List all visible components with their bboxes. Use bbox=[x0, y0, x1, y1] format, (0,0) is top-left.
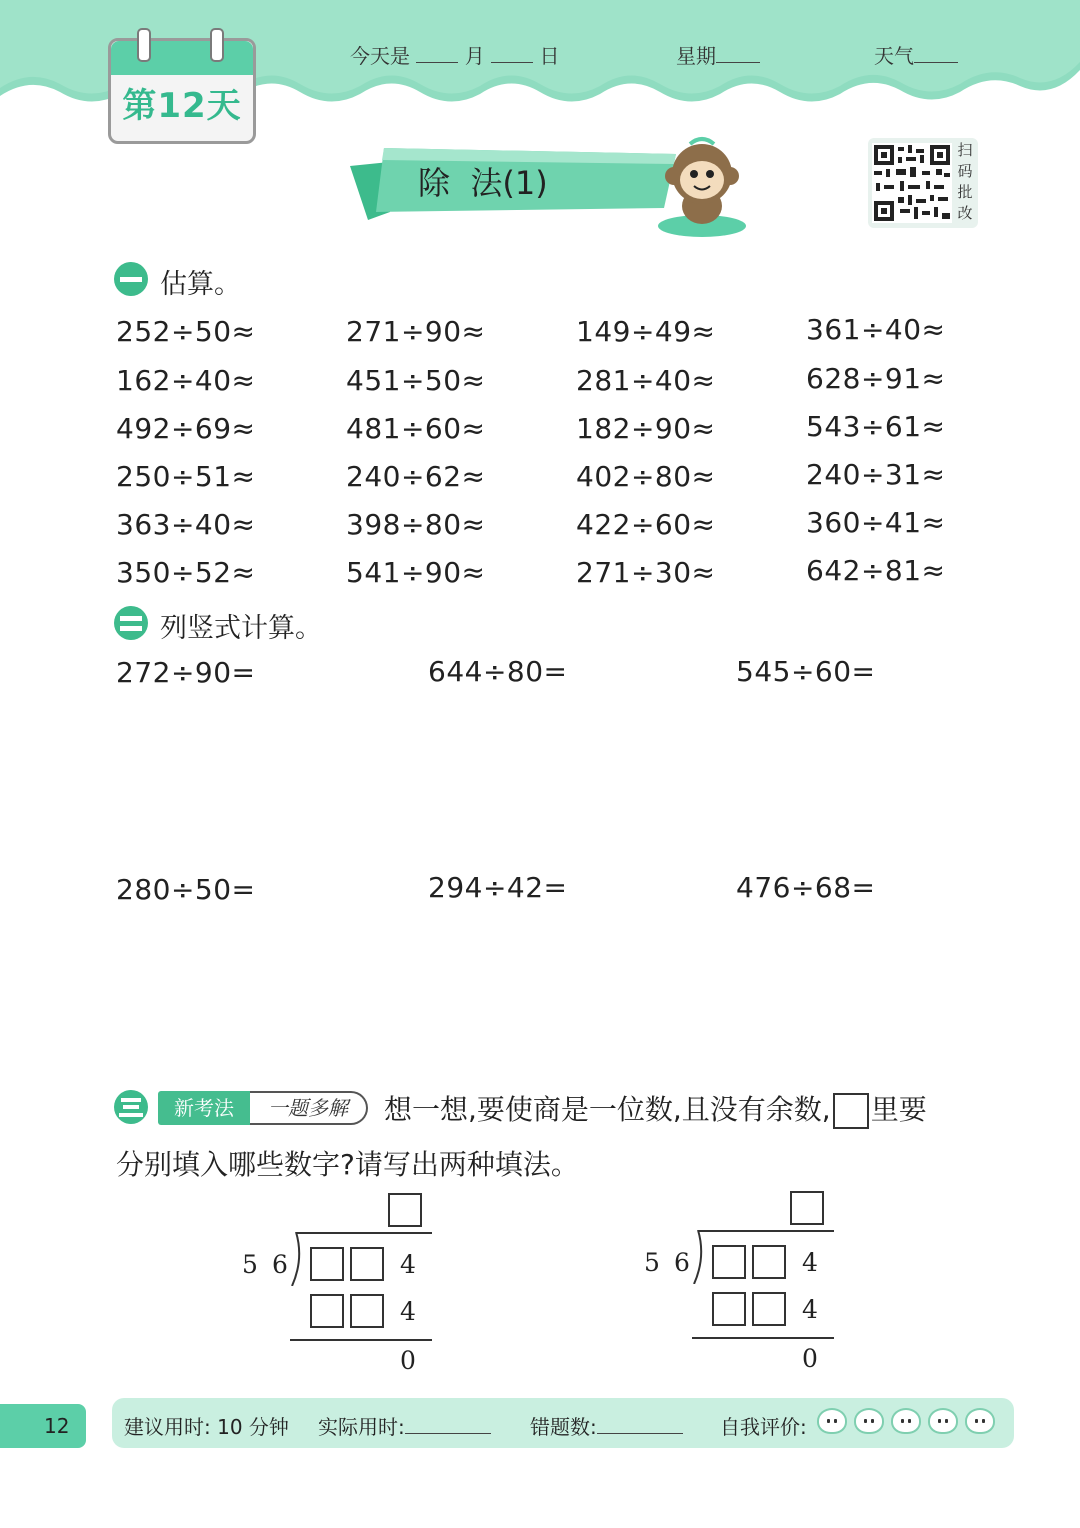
product-digit: 4 bbox=[802, 1295, 818, 1324]
rating-face-icon[interactable] bbox=[891, 1408, 921, 1434]
vertical-calc-item: 272÷90= bbox=[116, 656, 256, 689]
estimation-item: 182÷90≈ bbox=[576, 412, 716, 445]
rating-face-icon[interactable] bbox=[965, 1408, 995, 1434]
division-bracket-icon bbox=[288, 1232, 304, 1286]
errors-blank[interactable] bbox=[597, 1415, 683, 1434]
weekday-field bbox=[676, 40, 760, 69]
section-two-title: 列竖式计算。 bbox=[160, 613, 322, 644]
division-bracket-icon bbox=[690, 1230, 706, 1284]
calendar-ring-icon bbox=[210, 28, 224, 62]
product-box[interactable] bbox=[310, 1294, 344, 1328]
dividend-box[interactable] bbox=[350, 1247, 384, 1281]
estimation-item: 240÷31≈ bbox=[806, 458, 946, 491]
product-box[interactable] bbox=[712, 1292, 746, 1326]
new-method-badge: 新考法 bbox=[158, 1091, 250, 1125]
weather-blank[interactable] bbox=[914, 44, 958, 63]
question-text: 想一想,要使商是一位数,且没有余数, bbox=[384, 1093, 831, 1126]
rating-face-icon[interactable] bbox=[928, 1408, 958, 1434]
estimation-item: 541÷90≈ bbox=[346, 556, 486, 589]
product-box[interactable] bbox=[752, 1292, 786, 1326]
question-line-2: 分别填入哪些数字?请写出两种填法。 bbox=[116, 1148, 579, 1181]
estimation-item: 402÷80≈ bbox=[576, 460, 716, 493]
vertical-calc-item: 280÷50= bbox=[116, 873, 256, 906]
division-bar bbox=[296, 1232, 432, 1234]
qr-label-char: 码 bbox=[957, 162, 973, 180]
estimation-item: 492÷69≈ bbox=[116, 412, 256, 445]
quotient-box[interactable] bbox=[388, 1193, 422, 1227]
today-label: 今天是 bbox=[350, 44, 410, 68]
estimation-item: 271÷90≈ bbox=[346, 315, 486, 348]
page-number: 12 bbox=[44, 1414, 70, 1438]
rating-face-icon[interactable] bbox=[854, 1408, 884, 1434]
divisor-digit: 5 bbox=[242, 1250, 258, 1279]
estimation-item: 252÷50≈ bbox=[116, 315, 256, 348]
weekday-blank[interactable] bbox=[716, 44, 760, 63]
weekday-label: 星期 bbox=[676, 44, 716, 68]
qr-label-char: 扫 bbox=[957, 141, 973, 159]
actual-time-field bbox=[318, 1411, 491, 1440]
division-bar bbox=[698, 1230, 834, 1232]
date-field bbox=[350, 40, 559, 69]
product-box[interactable] bbox=[350, 1294, 384, 1328]
estimation-item: 361÷40≈ bbox=[806, 313, 946, 346]
weather-field bbox=[874, 40, 958, 69]
answer-box-inline bbox=[833, 1093, 869, 1129]
estimation-item: 149÷49≈ bbox=[576, 315, 716, 348]
monkey-mascot-icon bbox=[656, 134, 748, 238]
remainder-digit: 0 bbox=[400, 1346, 416, 1375]
estimation-item: 543÷61≈ bbox=[806, 410, 946, 443]
day-blank[interactable] bbox=[491, 44, 533, 63]
question-line-1 bbox=[384, 1088, 927, 1129]
dividend-digit: 4 bbox=[400, 1250, 416, 1279]
section-one-icon bbox=[114, 262, 148, 296]
estimation-item: 350÷52≈ bbox=[116, 556, 256, 589]
estimation-item: 398÷80≈ bbox=[346, 508, 486, 541]
errors-field bbox=[530, 1411, 683, 1440]
vertical-calc-item: 644÷80= bbox=[428, 655, 568, 688]
vertical-calc-item: 294÷42= bbox=[428, 871, 568, 904]
self-eval-label: 自我评价: bbox=[720, 1415, 807, 1439]
rating-face-icon[interactable] bbox=[817, 1408, 847, 1434]
estimation-item: 628÷91≈ bbox=[806, 362, 946, 395]
dividend-box[interactable] bbox=[712, 1245, 746, 1279]
question-text: 里要 bbox=[870, 1093, 927, 1126]
estimation-item: 162÷40≈ bbox=[116, 364, 256, 397]
vertical-calc-item: 545÷60= bbox=[736, 655, 876, 688]
day-unit: 日 bbox=[539, 44, 560, 68]
section-three-icon bbox=[114, 1090, 148, 1124]
multi-solution-badge: 一题多解 bbox=[250, 1091, 368, 1125]
dividend-digit: 4 bbox=[802, 1248, 818, 1277]
estimation-item: 451÷50≈ bbox=[346, 364, 486, 397]
estimation-item: 422÷60≈ bbox=[576, 508, 716, 541]
day-badge-top bbox=[111, 41, 253, 75]
lesson-title: 除 法(1) bbox=[418, 164, 548, 202]
suggested-time: 建议用时: 10 分钟 bbox=[124, 1415, 289, 1439]
actual-time-label: 实际用时: bbox=[318, 1415, 405, 1439]
divisor-digit: 6 bbox=[272, 1250, 288, 1279]
subtraction-line bbox=[692, 1337, 834, 1339]
qr-label bbox=[955, 140, 975, 224]
weather-label: 天气 bbox=[874, 44, 914, 68]
page-number-tab bbox=[0, 1404, 86, 1448]
errors-label: 错题数: bbox=[530, 1415, 597, 1439]
estimation-item: 250÷51≈ bbox=[116, 460, 256, 493]
estimation-item: 363÷40≈ bbox=[116, 508, 256, 541]
actual-time-blank[interactable] bbox=[405, 1415, 491, 1434]
divisor-digit: 6 bbox=[674, 1248, 690, 1277]
estimation-item: 240÷62≈ bbox=[346, 460, 486, 493]
divisor-digit: 5 bbox=[644, 1248, 660, 1277]
quotient-box[interactable] bbox=[790, 1191, 824, 1225]
dividend-box[interactable] bbox=[310, 1247, 344, 1281]
subtraction-line bbox=[290, 1339, 432, 1341]
section-two-icon bbox=[114, 606, 148, 640]
estimation-item: 281÷40≈ bbox=[576, 364, 716, 397]
month-blank[interactable] bbox=[416, 44, 458, 63]
remainder-digit: 0 bbox=[802, 1344, 818, 1373]
dividend-box[interactable] bbox=[752, 1245, 786, 1279]
vertical-calc-item: 476÷68= bbox=[736, 871, 876, 904]
qr-label-char: 改 bbox=[957, 204, 973, 222]
estimation-item: 481÷60≈ bbox=[346, 412, 486, 445]
qr-code-icon[interactable] bbox=[872, 143, 952, 223]
calendar-ring-icon bbox=[137, 28, 151, 62]
qr-label-char: 批 bbox=[957, 183, 973, 201]
estimation-item: 271÷30≈ bbox=[576, 556, 716, 589]
month-label: 月 bbox=[464, 44, 485, 68]
section-one-title: 估算。 bbox=[160, 269, 241, 300]
day-label: 第12天 bbox=[122, 86, 242, 126]
product-digit: 4 bbox=[400, 1297, 416, 1326]
estimation-item: 642÷81≈ bbox=[806, 554, 946, 587]
estimation-item: 360÷41≈ bbox=[806, 506, 946, 539]
